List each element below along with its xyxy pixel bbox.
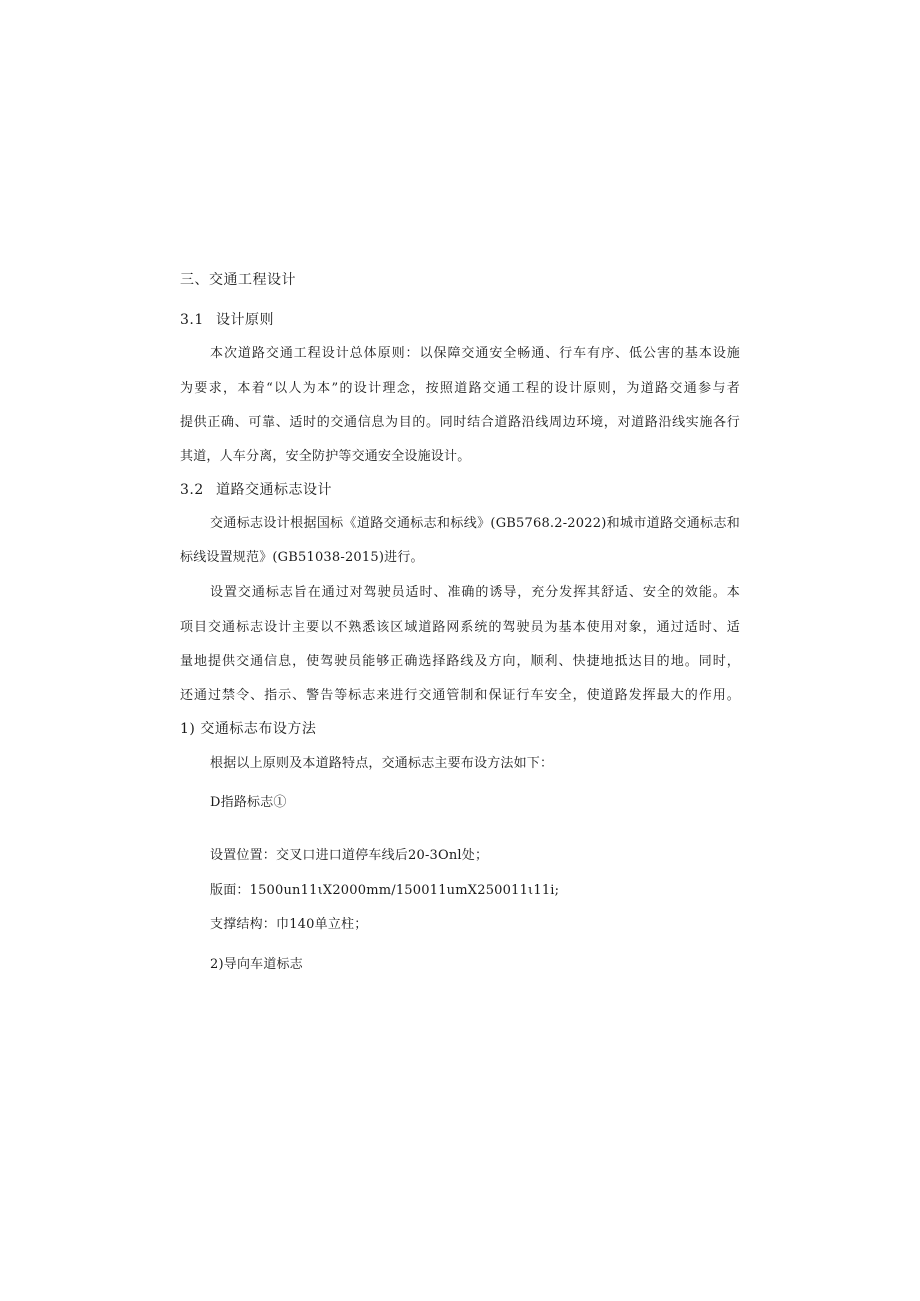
- paragraph-1-line-1: 本次道路交通工程设计总体原则：以保障交通安全畅通、行车有序、低公害的基本设施: [210, 346, 740, 361]
- paragraph-3-line-2: 项目交通标志设计主要以不熟悉该区域道路网系统的驾驶员为基本使用对象，通过适时、适: [180, 620, 740, 635]
- paragraph-1-line-2: 为要求，本着“以人为本”的设计理念，按照道路交通工程的设计原则，为道路交通参与者: [180, 381, 740, 396]
- section-title: 三、交通工程设计: [180, 272, 296, 288]
- paragraph-3-line-4: 还通过禁令、指示、警告等标志来进行交通管制和保证行车安全，使道路发挥最大的作用。: [180, 688, 740, 703]
- subsection-number: 3.2: [180, 482, 204, 498]
- paragraph-1-line-3: 提供正确、可靠、适时的交通信息为目的。同时结合道路沿线周边环境，对道路沿线实施各行: [180, 415, 740, 430]
- paragraph-3-line-1: 设置交通标志旨在通过对驾驶员适时、准确的诱导，充分发挥其舒适、安全的效能。本: [210, 585, 740, 600]
- item-d-guide-sign: D指路标志①: [210, 795, 287, 810]
- subsection-3-1-heading: [180, 311, 740, 329]
- setting-position: 设置位置：交叉口进口道停车线后20-3Onl处；: [210, 848, 489, 863]
- subsection-3-2-heading: [180, 481, 740, 499]
- paragraph-4: 根据以上原则及本道路特点，交通标志主要布设方法如下：: [210, 756, 554, 771]
- paragraph-1-line-4: 其道，人车分离，安全防护等交通安全设施设计。: [180, 449, 471, 464]
- paragraph-2-line-2: 标线设置规范》(GB51038-2015)进行。: [180, 550, 424, 565]
- paragraph-3-line-3: 量地提供交通信息，使驾驶员能够正确选择路线及方向，顺利、快捷地抵达目的地。同时，: [180, 654, 740, 669]
- subsection-number: 3.1: [180, 312, 204, 328]
- subheading-1: 1) 交通标志布设方法: [180, 721, 317, 737]
- subsection-title: 设计原则: [216, 312, 274, 328]
- board-size: 版面：1500un11ιX2000mm/150011umX250011ι11i;: [210, 883, 560, 898]
- paragraph-2-line-1: 交通标志设计根据国标《道路交通标志和标线》(GB5768.2-2022)和城市道路交通标志和: [210, 516, 740, 531]
- item-2-lane-sign: 2)导向车道标志: [210, 957, 303, 972]
- support-structure: 支撑结构：巾140单立柱；: [210, 917, 368, 932]
- subsection-title: 道路交通标志设计: [216, 482, 332, 498]
